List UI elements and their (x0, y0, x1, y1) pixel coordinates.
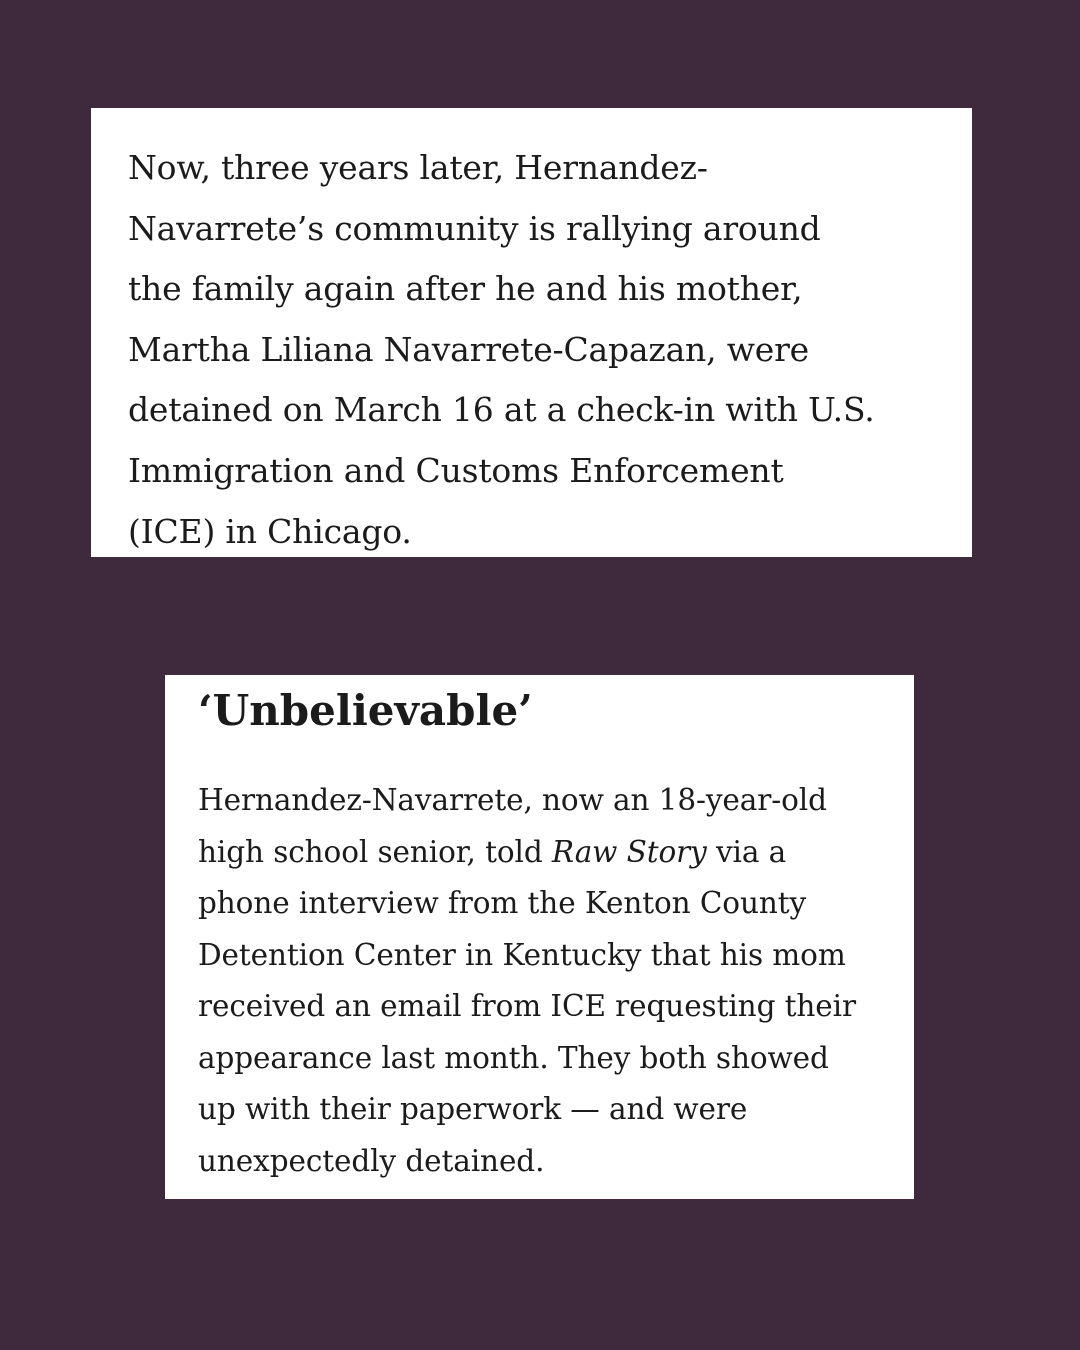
text-segment: high school senior, told (198, 834, 552, 869)
paragraph-line: detained on March 16 at a check-in with U.S. (128, 390, 875, 430)
section-heading: ‘Unbelievable’ (198, 686, 533, 735)
paragraph-line: Martha Liliana Navarrete-Capazan, were (128, 329, 809, 369)
excerpt-paragraph (198, 775, 884, 1187)
paragraph-line: Now, three years later, Hernandez- (128, 148, 708, 187)
paragraph-line: Hernandez-Navarrete, now an 18-year-old (198, 783, 827, 817)
paragraph-line: the family again after he and his mother, (128, 269, 803, 309)
paragraph-line: (ICE) in Chicago. (128, 511, 412, 551)
paragraph-line: phone interview from the Kenton County (198, 886, 807, 920)
paragraph-line: up with their paperwork — and were (198, 1092, 748, 1126)
paragraph-line: Detention Center in Kentucky that his mom (198, 937, 846, 972)
text-segment: via a (706, 834, 787, 869)
paragraph-line: received an email from ICE requesting their (198, 989, 856, 1023)
article-excerpt-top (91, 108, 972, 557)
publication-name: Raw Story (551, 834, 707, 869)
paragraph-line: appearance last month. They both showed (198, 1040, 829, 1075)
paragraph-line: Immigration and Customs Enforcement (128, 450, 784, 490)
paragraph-line: unexpectedly detained. (198, 1143, 545, 1178)
excerpt-paragraph (128, 138, 942, 562)
paragraph-line (198, 827, 884, 879)
article-excerpt-bottom (165, 675, 914, 1199)
paragraph-line: Navarrete’s community is rallying around (128, 208, 821, 248)
